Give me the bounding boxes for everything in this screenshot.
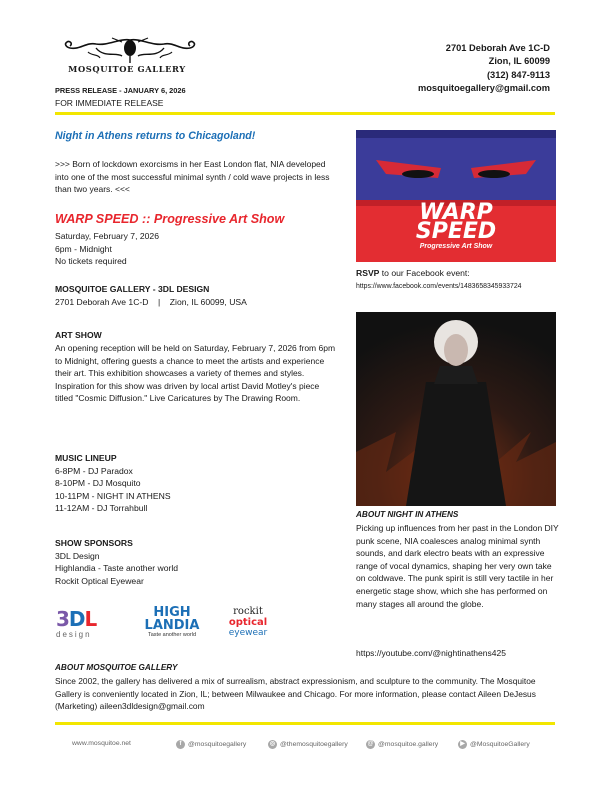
poster-title (356, 200, 556, 244)
rsvp-label (356, 268, 470, 278)
sponsor-item: 3DL Design (55, 550, 100, 561)
venue-address: 2701 Deborah Ave 1C-D | Zion, IL 60099, USA (55, 296, 247, 307)
address-line1: 2701 Deborah Ave 1C-D (445, 43, 550, 53)
footer-instagram-handle: @themosquitoegallery (280, 741, 348, 748)
phone-number: (312) 847-9113 (486, 69, 550, 80)
event-date: Saturday, February 7, 2026 (55, 231, 159, 241)
poster-title-2: SPEED (415, 219, 497, 244)
venue-heading: MOSQUITOE GALLERY - 3DL DESIGN (55, 284, 210, 294)
footer-facebook-handle: @mosquitoegallery (188, 741, 247, 748)
footer-threads-handle: @mosquitoe.gallery (378, 741, 439, 748)
art-show-heading: ART SHOW (55, 330, 102, 340)
threads-icon: @ (367, 741, 374, 747)
logo-rockit: rockit (233, 606, 263, 617)
footer-youtube[interactable] (458, 740, 530, 749)
intro-text: >>> Born of lockdown exorcisms in her East London flat, NIA developed into one of the most successful minimal synth / cold wave projects in less than two years. <<< (55, 159, 330, 195)
logo-3dl-sub: design (56, 630, 92, 639)
about-nia-body: Picking up influences from her past in the London DIY punk scene, NIA coalesces analog minimal synth sounds, and dark electro beats with an expressive range of vocal dynamics, shaping her very own take on coldwave. The punk spirit is still very tactile in her energetic stage show, which she has performed on many stages all around the globe. (356, 523, 559, 609)
sponsor-item: Highlandia - Taste another world (55, 563, 179, 574)
page-headline: Night in Athens returns to Chicagoland! (55, 130, 256, 142)
youtube-link[interactable]: https://youtube.com/@nightinathens425 (356, 648, 506, 658)
sponsors-heading: SHOW SPONSORS (55, 538, 133, 548)
about-gallery-body: Since 2002, the gallery has delivered a mix of surrealism, abstract expressionism, and sculpture to the community. The Mosquitoe Gallery is conveniently located in Zion, IL; between Milwaukee and Chicago. For more information, please contact Aileen DeJesus (Marketing) aileen3dldesign@gmail.com (55, 676, 536, 712)
youtube-icon: ▶ (458, 740, 467, 749)
facebook-icon: f (176, 740, 185, 749)
about-nia-heading: ABOUT NIGHT IN ATHENS (356, 510, 459, 519)
brand-wordmark: MOSQUITOE GALLERY (68, 64, 186, 74)
logo-highlandia (140, 606, 204, 646)
logo-optical: optical (228, 617, 268, 628)
warp-speed-poster-image (356, 130, 556, 262)
poster-title-1: WARP (419, 200, 493, 225)
footer-website-link[interactable]: www.mosquitoe.net (72, 740, 131, 747)
event-details (55, 230, 337, 268)
top-divider (55, 112, 555, 115)
footer-instagram[interactable] (268, 740, 348, 749)
event-title: WARP SPEED :: Progressive Art Show (55, 212, 285, 226)
music-item: 8-10PM - DJ Mosquito (55, 478, 141, 489)
logo-rockit-optical (218, 606, 278, 646)
about-gallery-heading: ABOUT MOSQUITOE GALLERY (55, 663, 178, 672)
footer-youtube-handle: @MosquitoeGallery (470, 741, 530, 748)
release-date: PRESS RELEASE - JANUARY 6, 2026 (55, 86, 186, 95)
music-heading: MUSIC LINEUP (55, 453, 117, 463)
bottom-divider (55, 722, 555, 725)
sponsors-section (55, 537, 337, 587)
logo-3dl-design: 3DL design (56, 608, 116, 646)
footer-facebook[interactable] (176, 740, 246, 749)
art-show-section (55, 329, 337, 342)
poster-subtitle: Progressive Art Show (419, 243, 493, 250)
event-time: 6pm - Midnight (55, 243, 112, 254)
contact-email-link[interactable]: mosquitoegallery@gmail.com (417, 83, 550, 94)
logo-eyewear: eyewear (228, 628, 268, 638)
rsvp-bold: RSVP (356, 268, 380, 278)
address-line2: Zion, IL 60099 (488, 56, 550, 67)
instagram-icon: ◎ (269, 741, 276, 747)
night-in-athens-photo (356, 312, 556, 506)
music-lineup (55, 452, 337, 515)
facebook-event-link[interactable]: https://www.facebook.com/events/1483658345933724 (356, 283, 522, 290)
event-tickets: No tickets required (55, 256, 127, 267)
rsvp-rest: to our Facebook event: (379, 268, 470, 278)
music-item: 10-11PM - NIGHT IN ATHENS (55, 490, 171, 501)
mosquito-ornament-icon (60, 36, 200, 64)
art-show-body: An opening reception will be held on Saturday, February 7, 2026 from 6pm to Midnight, offering guests a chance to meet the artists and experience their art. This exhibition showcases a variety of themes and styles. Inspiration for this show was driven by local artist David Motley's piece titled "Cosmic Diffusion." Live Caricatures by The Drawing Room. (55, 343, 336, 404)
logo-highlandia-1: HIGH (153, 605, 191, 620)
release-label: FOR IMMEDIATE RELEASE (55, 98, 164, 108)
sponsor-item: Rockit Optical Eyewear (55, 575, 144, 586)
footer-threads[interactable] (366, 740, 438, 749)
logo-highlandia-tag: Taste another world (148, 632, 196, 638)
music-item: 11-12AM - DJ Torrahbull (55, 503, 148, 514)
contact-block (418, 42, 550, 96)
logo-highlandia-2: LANDIA (144, 618, 200, 633)
venue-block (55, 283, 337, 308)
music-item: 6-8PM - DJ Paradox (55, 465, 133, 476)
